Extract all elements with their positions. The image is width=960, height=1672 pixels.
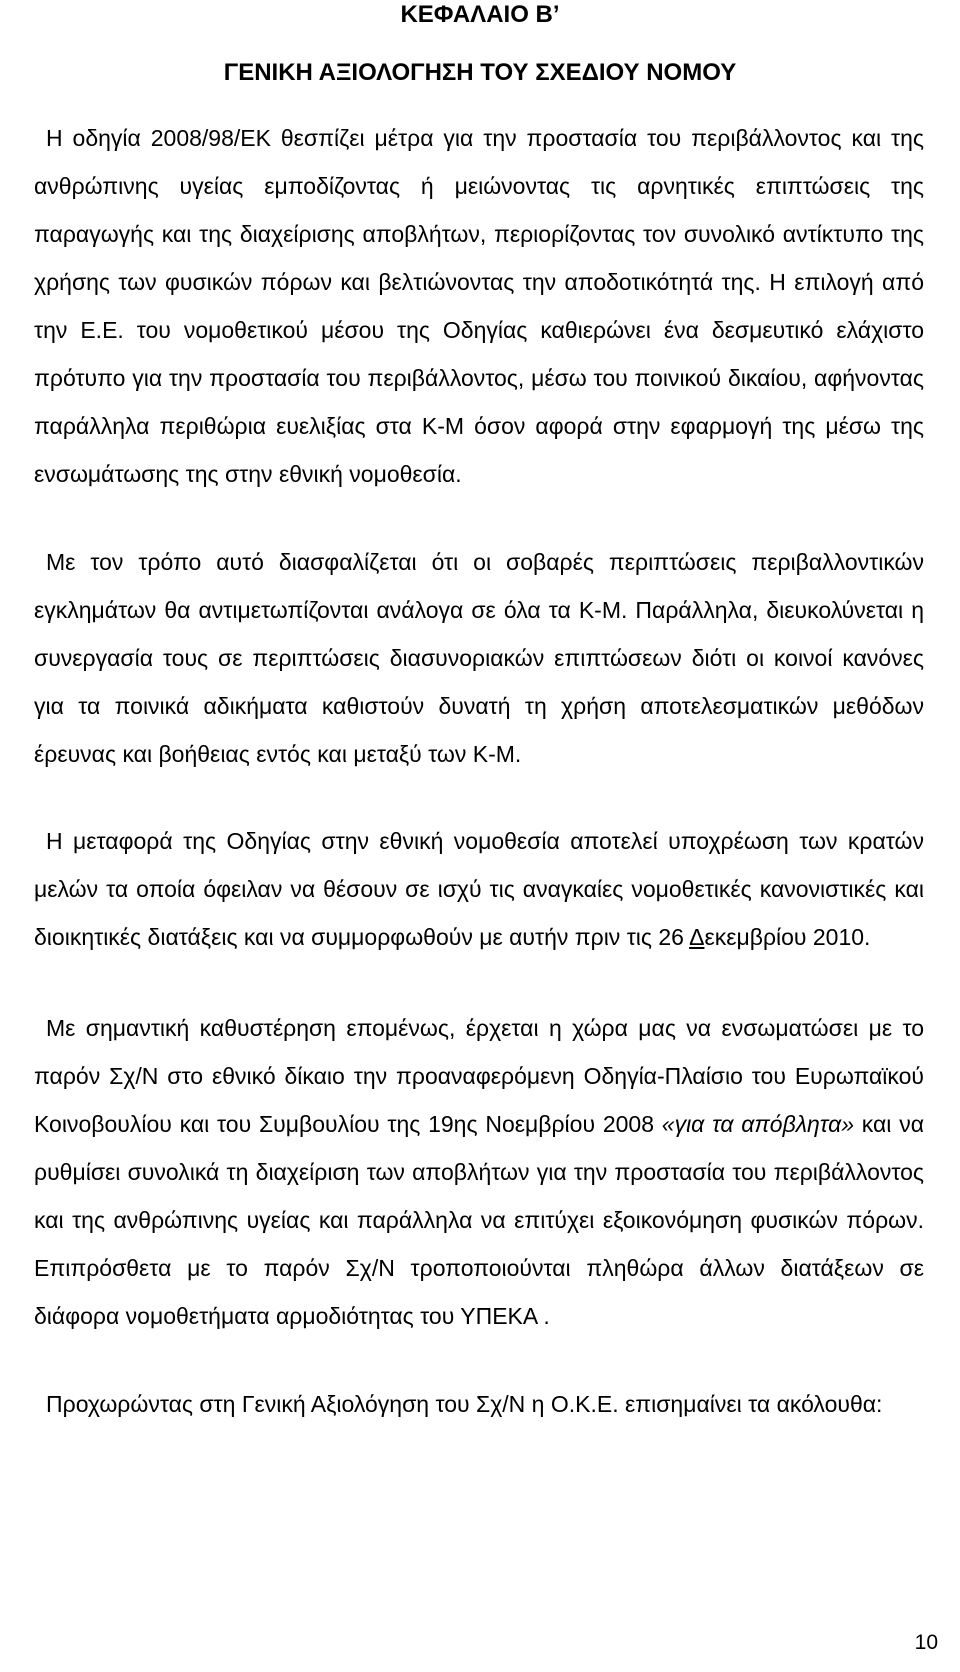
paragraph-5: Προχωρώντας στη Γενική Αξιολόγηση του Σχ/Ν η Ο.Κ.Ε. επισημαίνει τα ακόλουθα: — [46, 1391, 883, 1417]
paragraph-2: Με τον τρόπο αυτό διασφαλίζεται ότι οι σοβαρές περιπτώσεις περιβαλλοντικών εγκλημάτων θα αντιμετωπίζονται ανάλογα σε όλα τα Κ-Μ. Παράλληλα, διευκολύνεται η συνεργασία τους σε περιπτώσεις διασυνοριακών επιπτώσεων διότι οι κοινοί κανόνες για τα ποινικά αδικήματα καθιστούν δυνατή τη χρήση αποτελεσματικών μεθόδων έρευνας και βοήθειας εντός και μεταξύ των Κ-Μ. — [34, 549, 924, 767]
paragraph-4-start: Με σημαντική καθυστέρηση επομένως, έρχεται η χώρα μας να ενσωματώσει με το παρόν Σχ/Ν στο εθνικό δίκαιο την προαναφερόμενη Οδηγία-Πλαίσιο του Ευρωπαϊκού Κοινοβουλίου και του Συμβουλίου της 19ης Νοεμβρίου 2008 — [34, 1015, 924, 1137]
page-number: 10 — [914, 1631, 938, 1654]
section-title: ΓΕΝΙΚΗ ΑΞΙΟΛΟΓΗΣΗ ΤΟΥ ΣΧΕΔΙΟΥ ΝΟΜΟΥ — [223, 59, 737, 86]
paragraph-4-end: και να ρυθμίσει συνολικά τη διαχείριση των αποβλήτων για την προστασία του περιβάλλοντος και της ανθρώπινης υγείας και παράλληλα να επιτύχει εξοικονόμηση φυσικών πόρων. Επιπρόσθετα με το παρόν Σχ/Ν τροποποιούνται πληθώρα άλλων διατάξεων σε διάφορα νομοθετήματα αρμοδιότητας του ΥΠΕΚΑ . — [34, 1111, 924, 1329]
paragraph-1: Η οδηγία 2008/98/ΕΚ θεσπίζει μέτρα για την προστασία του περιβάλλοντος και της ανθρώπινης υγείας εμποδίζοντας ή μειώνοντας τις αρνητικές επιπτώσεις της παραγωγής και της διαχείρισης αποβλήτων, περιορίζοντας τον συνολικό αντίκτυπο της χρήσης των φυσικών πόρων και βελτιώνοντας την αποδοτικότητά της. Η επιλογή από την Ε.Ε. του νομοθετικού μέσου της Οδηγίας καθιερώνει ένα δεσμευτικό ελάχιστο πρότυπο για την προστασία του περιβάλλοντος, μέσω του ποινικού δικαίου, αφήνοντας παράλληλα περιθώρια ευελιξίας στα Κ-Μ όσον αφορά στην εφαρμογή της μέσω της ενσωμάτωσης της στην εθνική νομοθεσία. — [34, 125, 924, 487]
paragraph-4-italic-quote: «για τα απόβλητα» — [661, 1111, 854, 1137]
paragraph-3-text: Η μεταφορά της Οδηγίας στην εθνική νομοθεσία αποτελεί υποχρέωση των κρατών μελών τα οποία όφειλαν να θέσουν σε ισχύ τις αναγκαίες νομοθετικές κανονιστικές και διοικητικές διατάξεις και να συμμορφωθούν με αυτήν πριν τις 26 — [34, 828, 924, 950]
paragraph-3 — [34, 817, 924, 961]
paragraph-4 — [34, 1004, 924, 1340]
paragraph-3-end: εκεμβρίου 2010. — [704, 924, 871, 950]
chapter-heading: ΚΕΦΑΛΑΙΟ Β’ — [400, 1, 560, 28]
paragraph-3-underlined-letter: Δ — [689, 924, 705, 950]
